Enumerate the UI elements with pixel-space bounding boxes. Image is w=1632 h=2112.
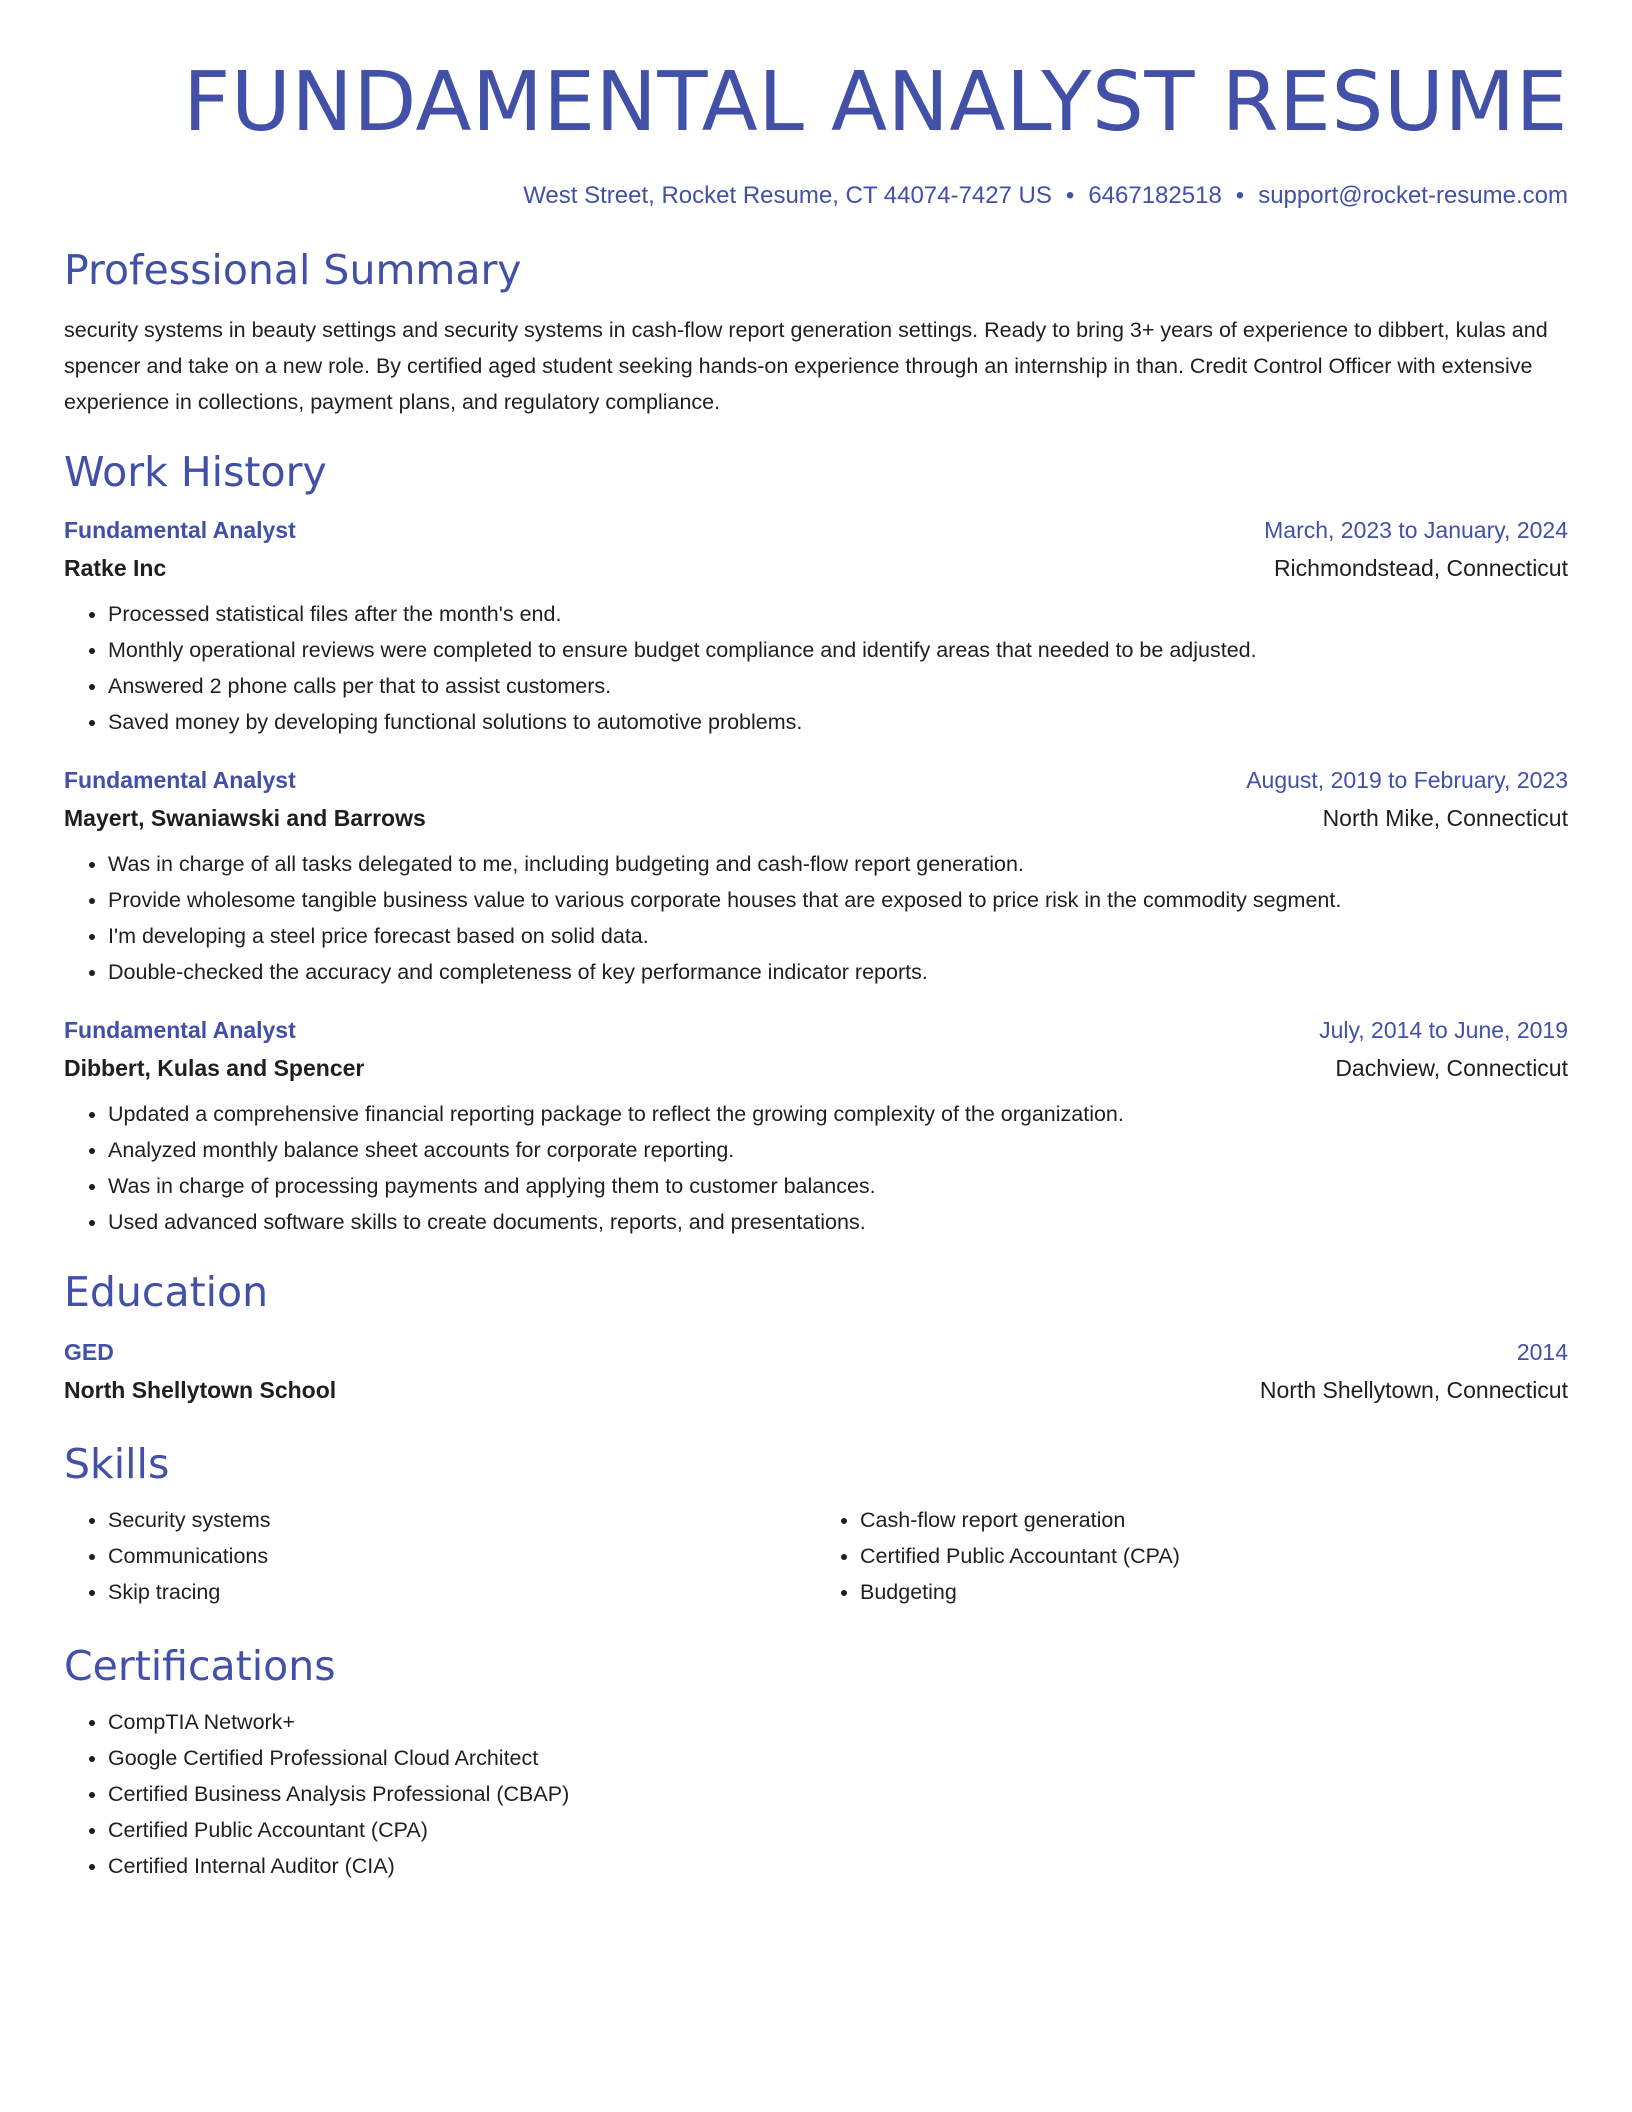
education-location: North Shellytown, Connecticut: [1259, 1377, 1568, 1403]
job-bullet: • Saved money by developing functional solutions to automotive problems.: [108, 704, 1568, 740]
summary-text: security systems in beauty settings and security systems in cash-flow report generation settings. Ready to bring 3+ years of experience to dibbert, kulas and spencer and take on a new role. By certified aged student seeking hands-on experience through an internship in than. Credit Control Officer with extensive experience in collections, payment plans, and regulatory compliance.: [64, 318, 1548, 414]
skills-grid: [64, 1502, 1568, 1610]
job-bullet: • Used advanced software skills to create documents, reports, and presentations.: [108, 1204, 1568, 1240]
certification-item: • Certified Public Accountant (CPA): [108, 1812, 1568, 1848]
skills-column-left: [64, 1502, 816, 1610]
job-title: Fundamental Analyst: [64, 517, 296, 543]
job-entry: [64, 514, 1568, 740]
resume-title: FUNDAMENTAL ANALYST RESUME: [183, 55, 1568, 150]
skill-item: • Certified Public Accountant (CPA): [860, 1538, 1568, 1574]
job-company: Dibbert, Kulas and Spencer: [64, 1055, 365, 1081]
job-entry: [64, 764, 1568, 990]
contact-email: support@rocket-resume.com: [1258, 182, 1568, 209]
job-bullet: • Updated a comprehensive financial reporting package to reflect the growing complexity of the organization.: [108, 1096, 1568, 1132]
job-bullet: • Processed statistical files after the month's end.: [108, 596, 1568, 632]
skill-item: • Skip tracing: [108, 1574, 816, 1610]
job-bullet: • Monthly operational reviews were completed to ensure budget compliance and identify areas that needed to be adjusted.: [108, 632, 1568, 668]
skills-heading: Skills: [64, 1440, 170, 1488]
work-history-heading: Work History: [64, 448, 327, 496]
job-company: Ratke Inc: [64, 555, 167, 581]
skills-column-right: [816, 1502, 1568, 1610]
certification-item: • Certified Business Analysis Professional (CBAP): [108, 1776, 1568, 1812]
job-bullets: [64, 596, 1568, 740]
job-location: Richmondstead, Connecticut: [1273, 555, 1568, 581]
certifications-list: [64, 1704, 1568, 1884]
job-bullet: • Was in charge of processing payments and applying them to customer balances.: [108, 1168, 1568, 1204]
job-location: North Mike, Connecticut: [1322, 805, 1568, 831]
job-bullet: • Provide wholesome tangible business value to various corporate houses that are exposed to price risk in the commodity segment.: [108, 882, 1568, 918]
job-title: Fundamental Analyst: [64, 1017, 296, 1043]
contact-separator: •: [1065, 182, 1075, 209]
job-dates: March, 2023 to January, 2024: [1264, 517, 1568, 543]
job-dates: August, 2019 to February, 2023: [1246, 767, 1568, 793]
job-company: Mayert, Swaniawski and Barrows: [64, 805, 426, 831]
education-heading: Education: [64, 1268, 269, 1316]
job-title: Fundamental Analyst: [64, 767, 296, 793]
education-entry: [64, 1336, 1568, 1406]
contact-address: West Street, Rocket Resume, CT 44074-7427 US: [523, 182, 1052, 209]
job-bullet: • Analyzed monthly balance sheet accounts for corporate reporting.: [108, 1132, 1568, 1168]
skill-item: • Cash-flow report generation: [860, 1502, 1568, 1538]
education-year: 2014: [1516, 1339, 1568, 1365]
job-bullet: • I'm developing a steel price forecast based on solid data.: [108, 918, 1568, 954]
certification-item: • Certified Internal Auditor (CIA): [108, 1848, 1568, 1884]
certification-item: • CompTIA Network+: [108, 1704, 1568, 1740]
certification-item: • Google Certified Professional Cloud Architect: [108, 1740, 1568, 1776]
job-bullet: • Double-checked the accuracy and completeness of key performance indicator reports.: [108, 954, 1568, 990]
skill-item: • Communications: [108, 1538, 816, 1574]
certifications-heading: Certifications: [64, 1642, 336, 1690]
education-school: North Shellytown School: [64, 1377, 337, 1403]
job-bullets: [64, 1096, 1568, 1240]
job-bullets: [64, 846, 1568, 990]
contact-line: [64, 180, 1568, 212]
contact-phone: 6467182518: [1088, 182, 1222, 209]
job-bullet: • Answered 2 phone calls per that to assist customers.: [108, 668, 1568, 704]
summary-heading: Professional Summary: [64, 246, 522, 294]
skill-item: • Security systems: [108, 1502, 816, 1538]
education-degree: GED: [64, 1339, 114, 1365]
skill-item: • Budgeting: [860, 1574, 1568, 1610]
job-location: Dachview, Connecticut: [1335, 1055, 1568, 1081]
job-dates: July, 2014 to June, 2019: [1319, 1017, 1568, 1043]
contact-separator: •: [1235, 182, 1245, 209]
work-history-list: [64, 514, 1568, 1240]
job-bullet: • Was in charge of all tasks delegated to me, including budgeting and cash-flow report generation.: [108, 846, 1568, 882]
job-entry: [64, 1014, 1568, 1240]
